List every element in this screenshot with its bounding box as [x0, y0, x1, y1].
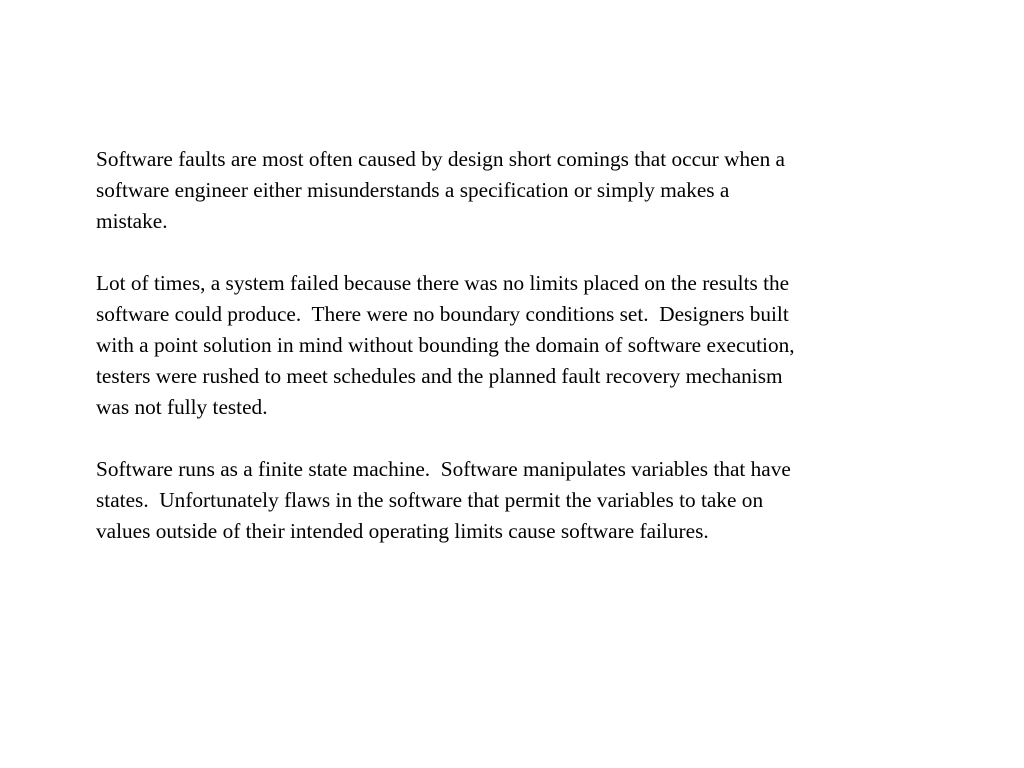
paragraph-finite-state-machine: Software runs as a finite state machine. Software manipulates variables that have states. Unfortunately flaws in the software that permit the variables to take on values outside of their intended operating limits cause software failures. [96, 457, 791, 543]
paragraph-software-faults: Software faults are most often caused by design short comings that occur when a software engineer either misunderstands a specification or simply makes a mistake. [96, 147, 785, 233]
paragraph-system-failures: Lot of times, a system failed because there was no limits placed on the results the software could produce. There were no boundary conditions set. Designers built with a point solution in mind without bounding the domain of software execution, testers were rushed to meet schedules and the planned fault recovery mechanism was not fully tested. [96, 271, 795, 419]
slide-body-text [96, 144, 956, 547]
